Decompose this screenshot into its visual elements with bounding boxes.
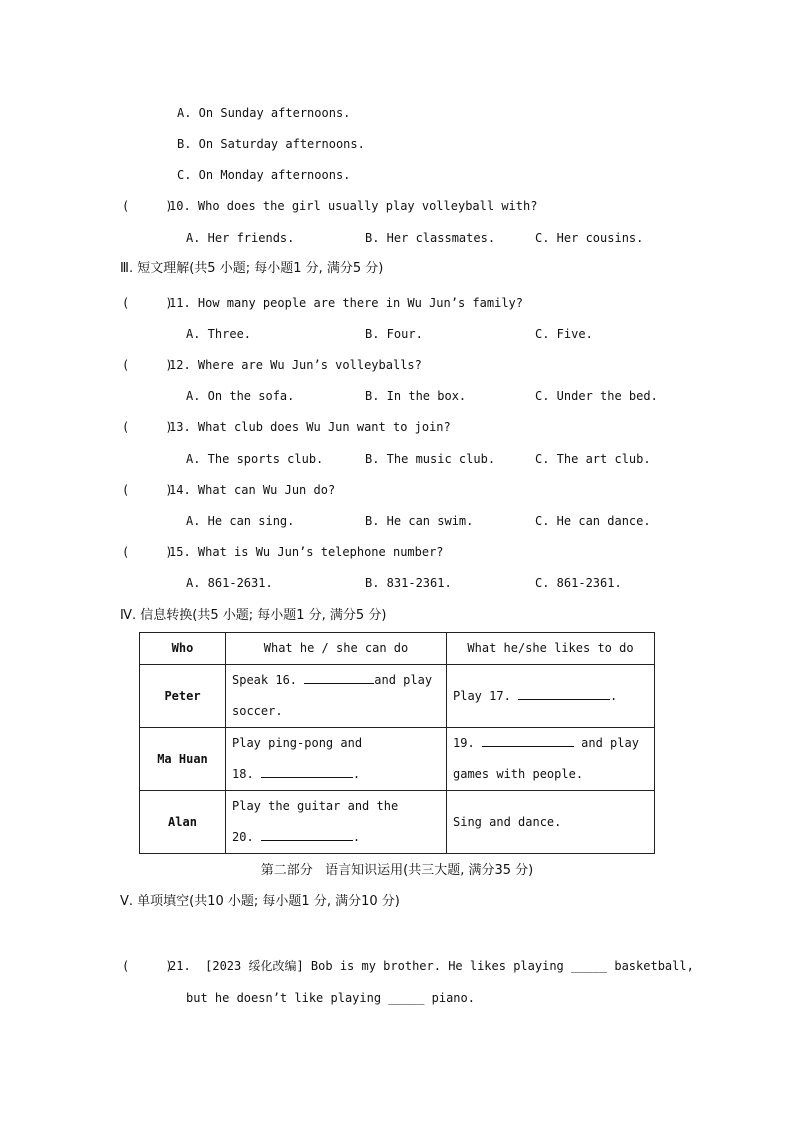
who-cell: Alan — [140, 791, 226, 854]
part-2-title: 第二部分 语言知识运用(共三大题, 满分35 分) — [260, 863, 534, 878]
option-11b: B. Four. — [365, 327, 423, 341]
option-15c: C. 861-2361. — [535, 576, 622, 590]
question-12: 12. Where are Wu Jun’s volleyballs? — [169, 358, 422, 372]
question-14: 14. What can Wu Jun do? — [169, 483, 336, 497]
likes-to-do-cell — [447, 665, 655, 728]
option-12c: C. Under the bed. — [535, 389, 658, 403]
option-10a: A. Her friends. — [186, 231, 295, 245]
options-12 — [0, 389, 794, 405]
blank-19[interactable] — [482, 736, 574, 747]
options-14 — [0, 514, 794, 530]
likes-to-do-cell: Sing and dance. — [447, 791, 655, 854]
options-11 — [0, 327, 794, 343]
option-10c: C. Her cousins. — [535, 231, 644, 245]
question-15: 15. What is Wu Jun’s telephone number? — [169, 545, 444, 559]
options-10 — [0, 231, 794, 247]
table-header-row — [140, 633, 655, 665]
section-4-title: Ⅳ. 信息转换(共5 小题; 每小题1 分, 满分5 分) — [120, 608, 387, 623]
option-13b: B. The music club. — [365, 452, 496, 466]
option-13a: A. The sports club. — [186, 452, 324, 466]
option-9a: A. On Sunday afternoons. — [177, 106, 351, 120]
option-14b: B. He can swim. — [365, 514, 474, 528]
who-cell: Ma Huan — [140, 728, 226, 791]
option-15b: B. 831-2361. — [365, 576, 452, 590]
blank-17[interactable] — [518, 689, 610, 700]
answer-paren-12[interactable]: ( ) — [122, 358, 173, 372]
likes-to-do-cell — [447, 728, 655, 791]
option-9b: B. On Saturday afternoons. — [177, 137, 365, 151]
option-14a: A. He can sing. — [186, 514, 295, 528]
question-13: 13. What club does Wu Jun want to join? — [169, 420, 451, 434]
option-11a: A. Three. — [186, 327, 252, 341]
table-row — [140, 665, 655, 728]
answer-paren-15[interactable]: ( ) — [122, 545, 173, 559]
cell-text: and play — [374, 673, 433, 687]
option-13c: C. The art club. — [535, 452, 651, 466]
question-21-line-1: 21. [2023 绥化改编] Bob is my brother. He likes playing _____ basketball, — [169, 959, 694, 973]
option-14c: C. He can dance. — [535, 514, 651, 528]
answer-paren-21[interactable]: ( ) — [122, 959, 173, 973]
question-10: 10. Who does the girl usually play volleyball with? — [169, 199, 538, 213]
answer-paren-13[interactable]: ( ) — [122, 420, 173, 434]
blank-20[interactable] — [261, 830, 353, 841]
cell-text: Play the guitar and the — [232, 799, 399, 813]
cell-text: soccer. — [232, 704, 283, 718]
table-row — [140, 728, 655, 791]
can-do-cell — [226, 728, 447, 791]
answer-paren-10[interactable]: ( ) — [122, 199, 173, 213]
table-row — [140, 791, 655, 854]
header-who: Who — [140, 633, 226, 665]
question-11: 11. How many people are there in Wu Jun’s family? — [169, 296, 524, 310]
header-likes-to-do: What he/she likes to do — [447, 633, 655, 665]
cell-text: games with people. — [453, 767, 584, 781]
options-13 — [0, 452, 794, 468]
section-3-title: Ⅲ. 短文理解(共5 小题; 每小题1 分, 满分5 分) — [120, 261, 384, 276]
who-cell: Peter — [140, 665, 226, 728]
header-can-do: What he / she can do — [226, 633, 447, 665]
cell-text: Speak 16. — [232, 673, 305, 687]
cell-text: Play 17. — [453, 688, 519, 703]
option-11c: C. Five. — [535, 327, 593, 341]
option-10b: B. Her classmates. — [365, 231, 496, 245]
question-21-line-2: but he doesn’t like playing _____ piano. — [186, 991, 475, 1005]
cell-text: and play — [581, 736, 639, 750]
cell-text: 20. — [232, 830, 261, 844]
can-do-cell — [226, 665, 447, 728]
answer-paren-14[interactable]: ( ) — [122, 483, 173, 497]
can-do-cell — [226, 791, 447, 854]
blank-18[interactable] — [261, 767, 353, 778]
cell-text: . — [610, 688, 618, 703]
info-table — [139, 632, 655, 854]
option-9c: C. On Monday afternoons. — [177, 168, 351, 182]
cell-text: 18. — [232, 767, 261, 781]
option-12b: B. In the box. — [365, 389, 467, 403]
cell-text: . — [352, 767, 361, 781]
blank-16[interactable] — [304, 673, 374, 684]
option-15a: A. 861-2631. — [186, 576, 273, 590]
cell-text: . — [352, 830, 361, 844]
option-12a: A. On the sofa. — [186, 389, 295, 403]
cell-text: 19. — [453, 736, 482, 750]
answer-paren-11[interactable]: ( ) — [122, 296, 173, 310]
cell-text: Play ping-pong and — [232, 736, 363, 750]
section-5-title: Ⅴ. 单项填空(共10 小题; 每小题1 分, 满分10 分) — [120, 894, 400, 909]
options-15 — [0, 576, 794, 592]
